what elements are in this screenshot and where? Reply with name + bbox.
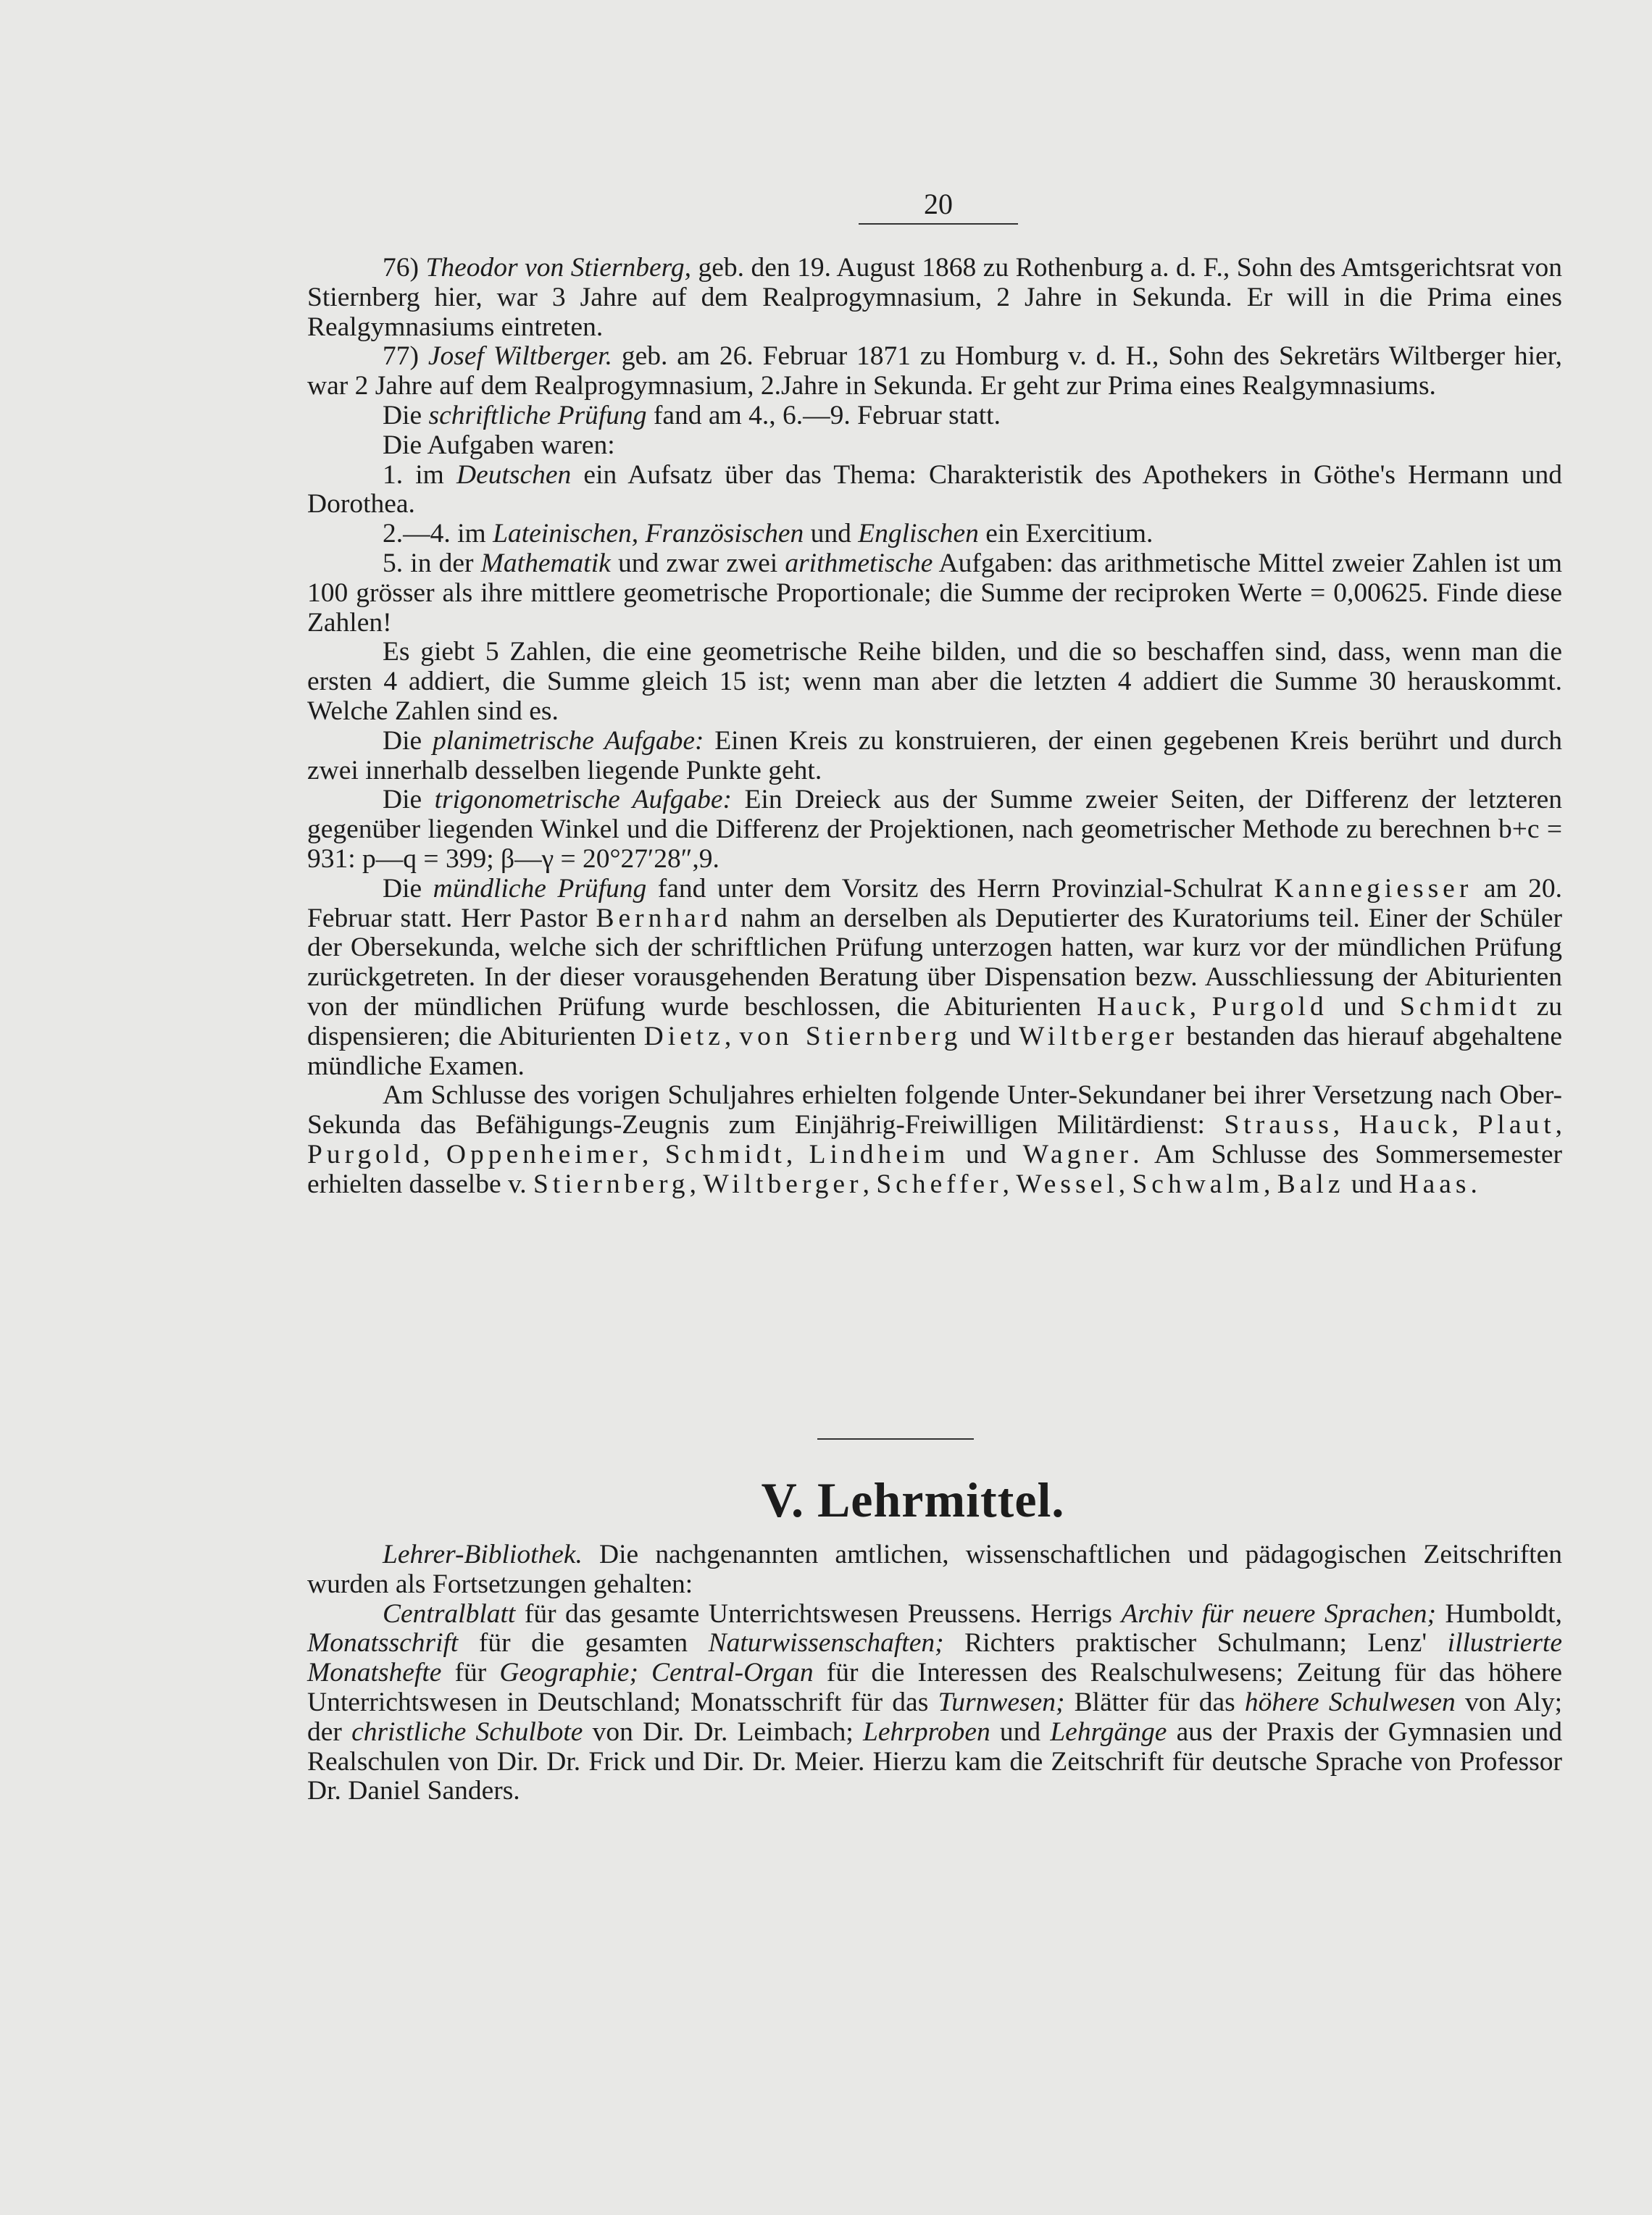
text-run: , — [1118, 1169, 1132, 1199]
text-run: Am Schlusse des vorigen Schuljahres erhielten folgende Unter-Sekundaner bei ihrer Versetzung nach Ober-Sekunda das Befähigungs-Zeugnis zum Einjährig-Freiwilligen Militärdienst: — [307, 1080, 1562, 1140]
spaced-name-run: Hauck — [1096, 991, 1190, 1022]
text-run: 1. im — [383, 459, 456, 490]
paragraph — [307, 342, 1562, 401]
text-run: fand am 4., 6.—9. Februar statt. — [646, 400, 1001, 430]
italic-run: mündliche Prüfung — [433, 873, 647, 904]
spaced-name-run: Purgold — [307, 1139, 424, 1169]
text-run: geb. den 19. August 1868 zu Rothenburg a. d. F., Sohn des Amtsgerichtsrat von Stiernberg hier, war 3 Jahre auf dem Realprogymnasium, 2 Jahre in Sekunda. Er will in die Prima eines Realgymnasiums eintreten. — [307, 253, 1562, 342]
spaced-name-run: Oppenheimer — [446, 1139, 642, 1169]
text-run: Die nachgenannten amtlichen, wissenschaftlichen und pädagogischen Zeitschriften wurden als Fortsetzungen gehalten: — [307, 1540, 1562, 1599]
text-run: zu dispensieren; die Abiturienten — [307, 991, 1562, 1051]
spaced-name-run: Purgold — [1211, 991, 1328, 1022]
text-run: für die Interessen des Realschulwesens; Zeitung für das höhere Unterrichtswesen in Deutschland; Monatsschrift für das — [307, 1658, 1562, 1717]
paragraph — [307, 785, 1562, 874]
text-run: bestanden das hierauf abgehaltene mündliche Examen. — [307, 1021, 1563, 1081]
spaced-name-run: Hauck — [1359, 1110, 1452, 1140]
paragraph — [307, 401, 1562, 431]
text-run: 76) — [383, 253, 426, 283]
text-run: und zwar zwei — [610, 548, 785, 578]
italic-run: Lehrer-Bibliothek. — [383, 1540, 583, 1569]
spaced-name-run: Schwalm — [1132, 1169, 1264, 1199]
italic-run: Lehrproben — [863, 1716, 990, 1747]
text-run: 5. in der — [383, 548, 481, 578]
spaced-name-run: Balz — [1277, 1169, 1345, 1199]
spaced-name-run: Stiernberg — [533, 1169, 690, 1199]
text-run: für — [441, 1658, 500, 1688]
italic-run: Turnwesen; — [938, 1687, 1065, 1717]
spaced-name-run: Plaut — [1477, 1110, 1556, 1140]
text-run: Einen Kreis zu konstruieren, der einen gegebenen Kreis berührt und durch zwei innerhalb desselben liegende Punkte geht. — [307, 725, 1562, 785]
italic-run: christliche Schulbote — [351, 1716, 583, 1747]
text-run: , — [785, 1139, 809, 1169]
text-run: , — [689, 1169, 704, 1199]
italic-run: Lehrgänge — [1050, 1716, 1167, 1747]
text-run: Die — [383, 400, 429, 430]
text-run: von Dir. Dr. Leimbach; — [583, 1716, 864, 1747]
italic-run: Josef Wiltberger. — [427, 341, 612, 372]
text-run: von Aly; der — [307, 1687, 1562, 1747]
spaced-name-run: Scheffer — [876, 1169, 1003, 1199]
text-run: Die Aufgaben waren: — [383, 430, 615, 460]
italic-run: illustrierte Monatshefte — [307, 1628, 1562, 1688]
text-run: für die gesamten — [458, 1628, 709, 1659]
text-run: ein Aufsatz über das Thema: Charakteristik des Apothekers in Göthe's Hermann und Dorothea. — [307, 459, 1562, 520]
text-run: , — [642, 1139, 665, 1169]
paragraph — [307, 638, 1562, 726]
text-run: , — [423, 1139, 446, 1169]
text-run: , — [1002, 1169, 1017, 1199]
text-run: , — [1189, 991, 1212, 1022]
text-run: und — [961, 1021, 1019, 1051]
main-text-block — [307, 254, 1562, 1200]
italic-run: schriftliche Prüfung — [428, 400, 647, 430]
italic-run: planimetrische Aufgabe: — [432, 725, 704, 756]
text-run: und — [1344, 1169, 1399, 1199]
italic-run: Mathematik — [480, 548, 611, 578]
paragraph — [307, 727, 1562, 786]
paragraph — [307, 254, 1562, 342]
text-run: , — [862, 1169, 877, 1199]
text-run: Die — [383, 785, 435, 815]
spaced-name-run: Wessel — [1016, 1169, 1119, 1199]
section-heading: V. Lehrmittel. — [761, 1472, 1065, 1527]
text-run: geb. am 26. Februar 1871 zu Homburg v. d. H., Sohn des Sekretärs Wiltberger hier, war 2 Jahre auf dem Realprogymnasium, 2.Jahre in Sekunda. Er geht zur Prima eines Realgymnasiums. — [307, 341, 1563, 401]
italic-run: höhere Schulwesen — [1244, 1687, 1456, 1717]
text-run: . Am Schlusse des Sommersemester erhielten dasselbe v. — [307, 1139, 1563, 1199]
text-run: 2.—4. im — [383, 519, 493, 549]
text-run: ein Exercitium. — [978, 519, 1154, 549]
paragraph — [307, 875, 1562, 1082]
paragraph — [307, 461, 1562, 520]
text-run: Aufgaben: das arithmetische Mittel zweier Zahlen ist um 100 grösser als ihre mittlere geometrische Proportionale; die Summe der reciproken Werte = 0,00625. Finde diese Zahlen! — [307, 548, 1562, 638]
paragraph — [307, 1081, 1562, 1199]
paragraph — [307, 431, 1562, 461]
spaced-name-run: von Stiernberg — [739, 1021, 962, 1051]
text-run: und — [949, 1139, 1023, 1169]
text-run: Humboldt, — [1436, 1598, 1562, 1629]
italic-run: Centralblatt — [383, 1598, 516, 1629]
text-run: und — [804, 519, 859, 549]
text-run: aus der Praxis der Gymnasien und Realschulen von Dir. Dr. Frick und Dir. Dr. Meier. Hierzu kam die Zeitschrift für deutsche Sprache von Professor Dr. Daniel Sanders. — [307, 1716, 1563, 1806]
text-run: am 20. Februar statt. Herr Pastor — [307, 873, 1562, 933]
text-run: und — [1327, 991, 1401, 1022]
spaced-name-run: Wiltberger — [1018, 1021, 1179, 1051]
spaced-name-run: Lindheim — [809, 1139, 950, 1169]
spaced-name-run: Wagner — [1022, 1139, 1133, 1169]
text-run: 77) — [383, 341, 428, 372]
text-run: . — [1470, 1169, 1477, 1199]
spaced-name-run: Schmidt — [1400, 991, 1522, 1022]
italic-run: Naturwissenschaften; — [708, 1628, 944, 1659]
text-run: , — [1451, 1110, 1478, 1140]
spaced-name-run: Haas — [1398, 1169, 1471, 1199]
text-run: Ein Dreieck aus der Summe zweier Seiten, der Differenz der letzteren gegenüber liegenden Winkel und die Differenz der Projektionen, nach geometrischer Methode zu berechnen b+c = 931: p—q = 399; β—γ = 20°27′28″,9. — [307, 785, 1562, 874]
section-text-block — [307, 1540, 1562, 1806]
spaced-name-run: Kannegiesser — [1274, 873, 1473, 904]
italic-run: arithmetische — [785, 548, 933, 578]
italic-run: Lateinischen, Französischen — [493, 519, 804, 549]
page-number-rule — [859, 223, 1018, 225]
section-divider — [817, 1438, 974, 1440]
italic-run: Theodor von Stiernberg, — [425, 253, 691, 283]
text-run: Richters praktischer Schulmann; Lenz' — [943, 1628, 1448, 1659]
paragraph — [307, 1540, 1562, 1600]
text-run: , — [1264, 1169, 1277, 1199]
italic-run: Englischen — [858, 519, 979, 549]
text-run: fand unter dem Vorsitz des Herrn Provinzial-Schulrat — [646, 873, 1275, 904]
paragraph — [307, 1600, 1562, 1807]
spaced-name-run: Dietz — [643, 1021, 725, 1051]
italic-run: Monatsschrift — [307, 1628, 459, 1659]
text-run: Es giebt 5 Zahlen, die eine geometrische Reihe bilden, und die so beschaffen sind, dass, wenn man die ersten 4 addiert, die Summe gleich 15 ist; wenn man aber die letzten 4 addiert die Summe 30 herauskommt. Welche Zahlen sind es. — [307, 637, 1562, 726]
italic-run: Geographie; Central-Organ — [499, 1658, 814, 1688]
text-run: Die — [383, 725, 433, 756]
text-run: , — [1555, 1110, 1563, 1140]
text-run: , — [1332, 1110, 1359, 1140]
text-run: Die — [383, 873, 433, 904]
italic-run: Archiv für neuere Sprachen; — [1121, 1598, 1437, 1629]
text-run: nahm an derselben als Deputierter des Kuratoriums teil. Einer der Schüler der Obersekunda, welche sich der schriftlichen Prüfung unterzogen hatten, war kurz vor der mündlichen Prüfung zurückgetreten. In der dieser vorausgehenden Beratung über Dispensation bezw. Ausschliessung der Abiturienten von der mündlichen Prüfung wurde beschlossen, die Abiturienten — [307, 903, 1562, 1022]
text-run: , — [724, 1021, 740, 1051]
spaced-name-run: Wiltberger — [703, 1169, 863, 1199]
spaced-name-run: Schmidt — [664, 1139, 786, 1169]
paragraph — [307, 549, 1562, 638]
spaced-name-run: Strauss — [1224, 1110, 1333, 1140]
page-number: 20 — [924, 188, 953, 220]
italic-run: trigonometrische Aufgabe: — [434, 785, 733, 815]
paragraph — [307, 520, 1562, 549]
text-run: für das gesamte Unterrichtswesen Preussens. Herrigs — [515, 1598, 1122, 1629]
text-run: Blätter für das — [1064, 1687, 1245, 1717]
text-run: und — [990, 1716, 1051, 1747]
italic-run: Deutschen — [456, 459, 572, 490]
spaced-name-run: Bernhard — [596, 903, 733, 933]
